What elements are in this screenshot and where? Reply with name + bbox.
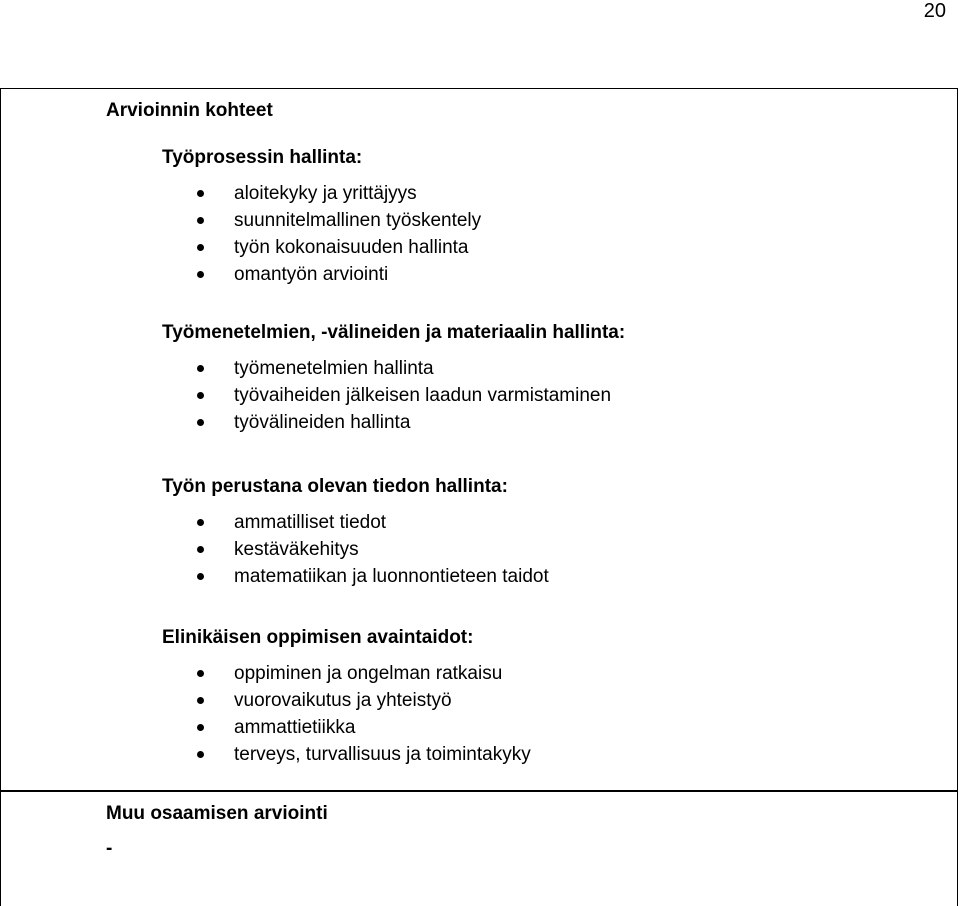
bullet-icon — [197, 217, 204, 224]
section-knowledge — [162, 475, 922, 590]
list-item-label: terveys, turvallisuus ja toimintakyky — [234, 744, 531, 765]
section-list — [162, 660, 922, 768]
section-list — [162, 355, 922, 436]
list-item-label: vuorovaikutus ja yhteistyö — [234, 690, 452, 711]
bullet-icon — [197, 573, 204, 580]
list-item-label: työmenetelmien hallinta — [234, 358, 434, 379]
section-list — [162, 180, 922, 288]
list-item — [162, 563, 922, 590]
bullet-icon — [197, 519, 204, 526]
bullet-icon — [197, 546, 204, 553]
section-list — [162, 509, 922, 590]
list-item-label: omantyön arviointi — [234, 264, 389, 285]
bullet-icon — [197, 365, 204, 372]
list-item — [162, 207, 922, 234]
list-item — [162, 687, 922, 714]
list-item-label: työvälineiden hallinta — [234, 412, 411, 433]
list-item — [162, 234, 922, 261]
assessment-heading: Arvioinnin kohteet — [106, 100, 273, 121]
section-methods-tools — [162, 321, 922, 436]
list-item — [162, 660, 922, 687]
bullet-icon — [197, 392, 204, 399]
section-title: Työprosessin hallinta: — [162, 147, 363, 168]
other-assessment-heading: Muu osaamisen arviointi — [106, 803, 328, 824]
bullet-icon — [197, 751, 204, 758]
list-item-label: työvaiheiden jälkeisen laadun varmistaminen — [234, 385, 612, 406]
list-item — [162, 355, 922, 382]
bullet-icon — [197, 724, 204, 731]
section-work-process — [162, 146, 922, 288]
list-item-label: aloitekyky ja yrittäjyys — [234, 183, 417, 204]
list-item-label: oppiminen ja ongelman ratkaisu — [234, 663, 503, 684]
bullet-icon — [197, 244, 204, 251]
list-item-label: ammatilliset tiedot — [234, 512, 387, 533]
bullet-icon — [197, 271, 204, 278]
list-item — [162, 409, 922, 436]
bullet-icon — [197, 697, 204, 704]
section-title: Työn perustana olevan tiedon hallinta: — [162, 476, 508, 497]
list-item — [162, 382, 922, 409]
list-item-label: matematiikan ja luonnontieteen taidot — [234, 566, 549, 587]
bullet-icon — [197, 419, 204, 426]
list-item — [162, 180, 922, 207]
page-number: 20 — [923, 0, 946, 22]
list-item — [162, 261, 922, 288]
section-lifelong-learning — [162, 626, 922, 768]
list-item — [162, 536, 922, 563]
list-item-label: ammattietiikka — [234, 717, 356, 738]
list-item-label: työn kokonaisuuden hallinta — [234, 237, 469, 258]
section-title: Elinikäisen oppimisen avaintaidot: — [162, 627, 474, 648]
list-item — [162, 509, 922, 536]
other-assessment-value: - — [106, 838, 113, 859]
list-item-label: suunnitelmallinen työskentely — [234, 210, 482, 231]
bullet-icon — [197, 190, 204, 197]
list-item-label: kestäväkehitys — [234, 539, 359, 560]
section-title: Työmenetelmien, -välineiden ja materiaalin hallinta: — [162, 322, 626, 343]
bullet-icon — [197, 670, 204, 677]
list-item — [162, 714, 922, 741]
list-item — [162, 741, 922, 768]
